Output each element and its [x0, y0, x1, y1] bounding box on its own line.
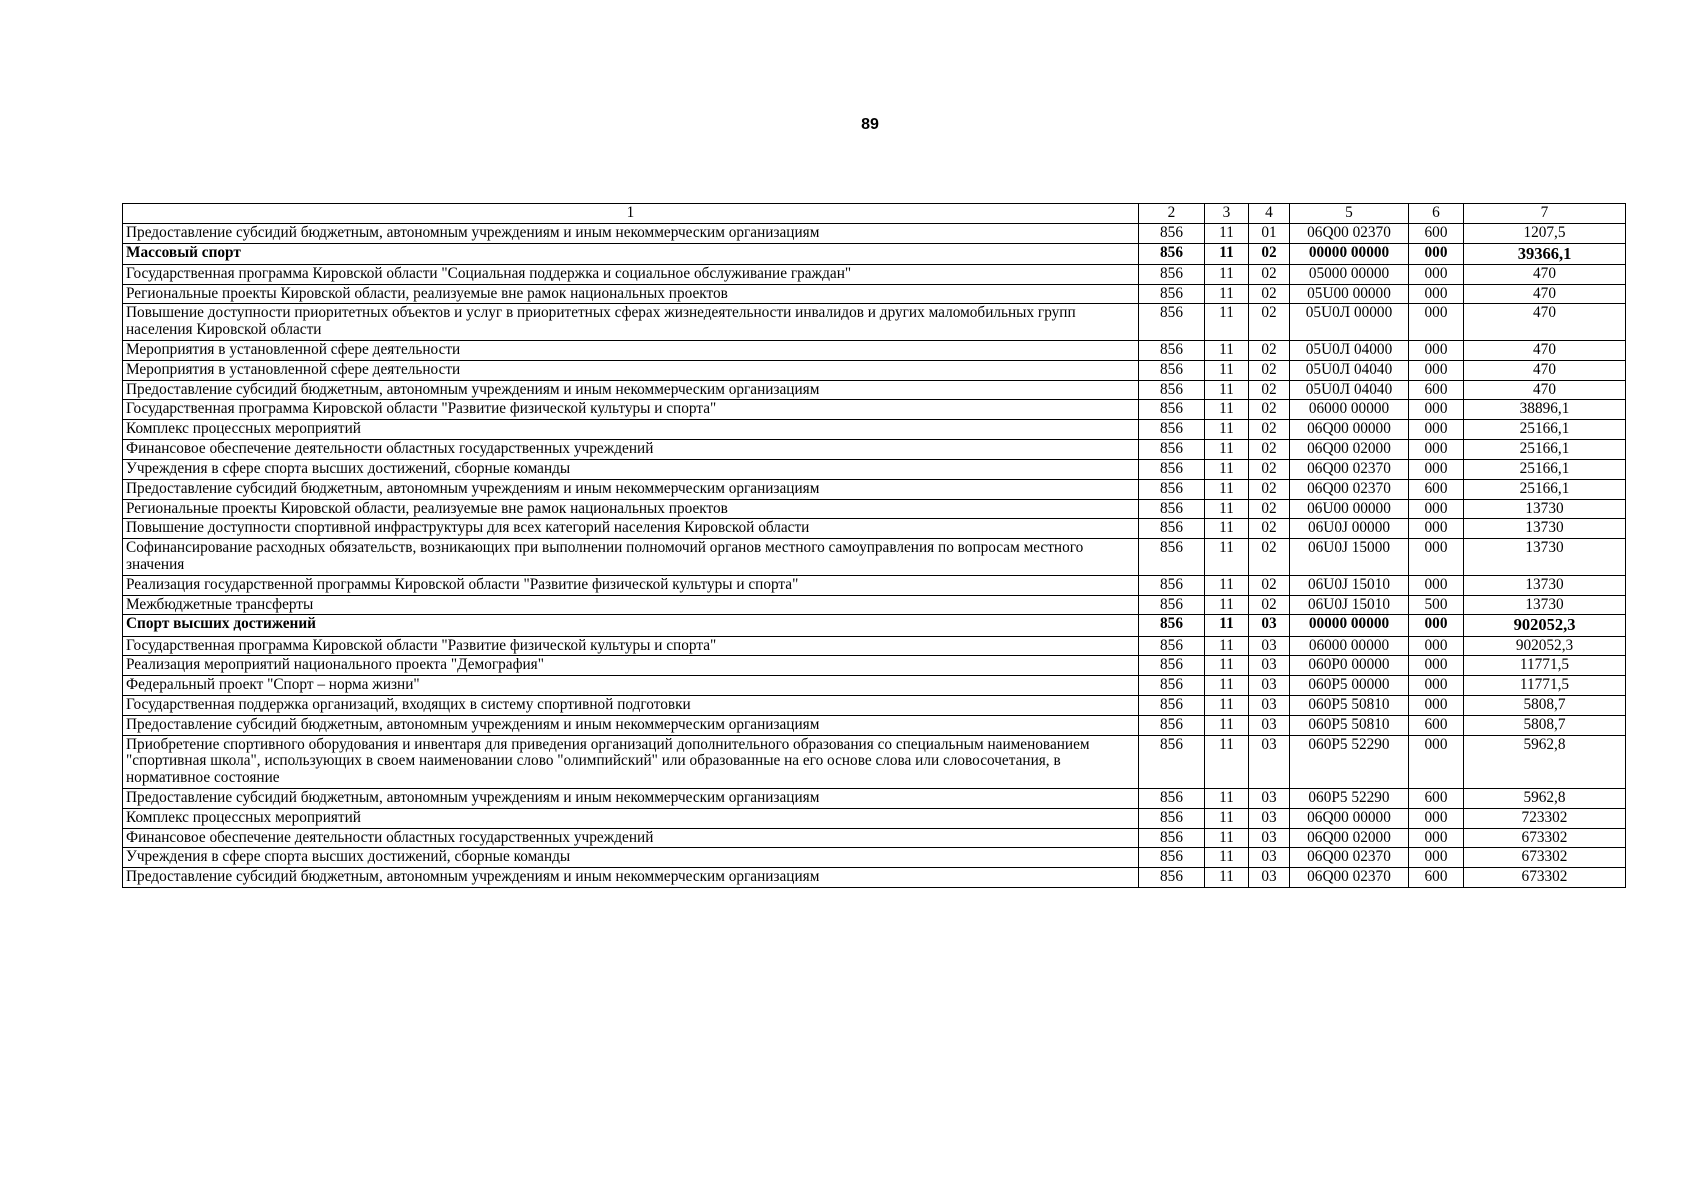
table-row: [123, 868, 1626, 888]
table-row: [123, 695, 1626, 715]
row-expense-type-cell: 000: [1409, 304, 1464, 341]
row-name-cell: Повышение доступности приоритетных объектов и услуг в приоритетных сферах жизнедеятельности инвалидов и других маломобильных групп населения Кировской области: [123, 304, 1139, 341]
row-code-cell: 856: [1139, 264, 1205, 284]
row-subsection-cell: 02: [1249, 243, 1290, 264]
row-amount-cell: 470: [1464, 341, 1626, 361]
row-subsection-cell: 02: [1249, 360, 1290, 380]
column-header-6: 6: [1409, 204, 1464, 224]
row-amount-cell: 38896,1: [1464, 400, 1626, 420]
table-row: [123, 400, 1626, 420]
row-target-article-cell: 06U0J 15010: [1290, 575, 1409, 595]
row-amount-cell: 470: [1464, 264, 1626, 284]
row-expense-type-cell: 600: [1409, 715, 1464, 735]
row-section-cell: 11: [1205, 735, 1249, 788]
row-code-cell: 856: [1139, 420, 1205, 440]
row-amount-cell: 1207,5: [1464, 223, 1626, 243]
row-name-cell: Федеральный проект "Спорт – норма жизни": [123, 676, 1139, 696]
row-amount-cell: 673302: [1464, 868, 1626, 888]
row-code-cell: 856: [1139, 539, 1205, 576]
row-section-cell: 11: [1205, 284, 1249, 304]
table-row: [123, 264, 1626, 284]
row-name-cell: Комплекс процессных мероприятий: [123, 420, 1139, 440]
row-name-cell: Государственная программа Кировской области "Развитие физической культуры и спорта": [123, 636, 1139, 656]
row-amount-cell: 673302: [1464, 828, 1626, 848]
row-code-cell: 856: [1139, 519, 1205, 539]
row-target-article-cell: 05U0Л 00000: [1290, 304, 1409, 341]
row-target-article-cell: 06Q00 02370: [1290, 868, 1409, 888]
row-target-article-cell: 060P5 52290: [1290, 789, 1409, 809]
row-target-article-cell: 060P5 52290: [1290, 735, 1409, 788]
row-target-article-cell: 00000 00000: [1290, 243, 1409, 264]
row-code-cell: 856: [1139, 789, 1205, 809]
row-amount-cell: 673302: [1464, 848, 1626, 868]
row-amount-cell: 470: [1464, 360, 1626, 380]
row-subsection-cell: 02: [1249, 595, 1290, 615]
table-row: [123, 595, 1626, 615]
row-subsection-cell: 02: [1249, 284, 1290, 304]
row-name-cell: Мероприятия в установленной сфере деятельности: [123, 341, 1139, 361]
row-section-cell: 11: [1205, 828, 1249, 848]
row-name-cell: Софинансирование расходных обязательств, возникающих при выполнении полномочий органов местного самоуправления по вопросам местного значения: [123, 539, 1139, 576]
table-row: [123, 243, 1626, 264]
row-amount-cell: 13730: [1464, 595, 1626, 615]
row-name-cell: Учреждения в сфере спорта высших достижений, сборные команды: [123, 848, 1139, 868]
row-expense-type-cell: 000: [1409, 440, 1464, 460]
row-amount-cell: 25166,1: [1464, 440, 1626, 460]
row-section-cell: 11: [1205, 420, 1249, 440]
row-target-article-cell: 06U0J 15010: [1290, 595, 1409, 615]
row-section-cell: 11: [1205, 595, 1249, 615]
table-row: [123, 284, 1626, 304]
row-expense-type-cell: 000: [1409, 676, 1464, 696]
row-amount-cell: 13730: [1464, 539, 1626, 576]
row-amount-cell: 25166,1: [1464, 479, 1626, 499]
row-expense-type-cell: 000: [1409, 360, 1464, 380]
column-header-5: 5: [1290, 204, 1409, 224]
row-name-cell: Предоставление субсидий бюджетным, автономным учреждениям и иным некоммерческим организациям: [123, 223, 1139, 243]
row-expense-type-cell: 000: [1409, 828, 1464, 848]
row-name-cell: Предоставление субсидий бюджетным, автономным учреждениям и иным некоммерческим организациям: [123, 789, 1139, 809]
row-section-cell: 11: [1205, 304, 1249, 341]
row-name-cell: Реализация мероприятий национального проекта "Демография": [123, 656, 1139, 676]
row-expense-type-cell: 000: [1409, 264, 1464, 284]
row-section-cell: 11: [1205, 360, 1249, 380]
row-code-cell: 856: [1139, 676, 1205, 696]
row-section-cell: 11: [1205, 499, 1249, 519]
row-subsection-cell: 03: [1249, 828, 1290, 848]
table-row: [123, 420, 1626, 440]
row-expense-type-cell: 000: [1409, 499, 1464, 519]
row-subsection-cell: 03: [1249, 695, 1290, 715]
row-amount-cell: 13730: [1464, 499, 1626, 519]
row-target-article-cell: 06000 00000: [1290, 400, 1409, 420]
table-row: [123, 636, 1626, 656]
row-section-cell: 11: [1205, 479, 1249, 499]
row-code-cell: 856: [1139, 695, 1205, 715]
row-target-article-cell: 060P5 50810: [1290, 715, 1409, 735]
row-subsection-cell: 03: [1249, 676, 1290, 696]
row-name-cell: Мероприятия в установленной сфере деятельности: [123, 360, 1139, 380]
row-amount-cell: 470: [1464, 284, 1626, 304]
row-expense-type-cell: 000: [1409, 575, 1464, 595]
row-section-cell: 11: [1205, 808, 1249, 828]
row-code-cell: 856: [1139, 595, 1205, 615]
row-code-cell: 856: [1139, 400, 1205, 420]
row-subsection-cell: 02: [1249, 304, 1290, 341]
row-expense-type-cell: 000: [1409, 539, 1464, 576]
table-row: [123, 519, 1626, 539]
page-number: 89: [861, 116, 879, 133]
row-subsection-cell: 03: [1249, 656, 1290, 676]
row-code-cell: 856: [1139, 848, 1205, 868]
row-target-article-cell: 06Q00 00000: [1290, 808, 1409, 828]
table-row: [123, 539, 1626, 576]
row-name-cell: Региональные проекты Кировской области, реализуемые вне рамок национальных проектов: [123, 499, 1139, 519]
row-name-cell: Предоставление субсидий бюджетным, автономным учреждениям и иным некоммерческим организациям: [123, 715, 1139, 735]
table-row: [123, 828, 1626, 848]
row-code-cell: 856: [1139, 828, 1205, 848]
table-row: [123, 440, 1626, 460]
table-row: [123, 479, 1626, 499]
row-subsection-cell: 02: [1249, 499, 1290, 519]
row-name-cell: Государственная программа Кировской области "Социальная поддержка и социальное обслуживание граждан": [123, 264, 1139, 284]
row-code-cell: 856: [1139, 380, 1205, 400]
row-expense-type-cell: 500: [1409, 595, 1464, 615]
row-name-cell: Предоставление субсидий бюджетным, автономным учреждениям и иным некоммерческим организациям: [123, 380, 1139, 400]
row-amount-cell: 5808,7: [1464, 695, 1626, 715]
row-target-article-cell: 05000 00000: [1290, 264, 1409, 284]
table-body: [123, 223, 1626, 887]
row-code-cell: 856: [1139, 636, 1205, 656]
table-row: [123, 676, 1626, 696]
row-name-cell: Предоставление субсидий бюджетным, автономным учреждениям и иным некоммерческим организациям: [123, 479, 1139, 499]
row-code-cell: 856: [1139, 459, 1205, 479]
row-target-article-cell: 06Q00 02000: [1290, 440, 1409, 460]
row-subsection-cell: 03: [1249, 848, 1290, 868]
row-section-cell: 11: [1205, 539, 1249, 576]
row-amount-cell: 25166,1: [1464, 420, 1626, 440]
table-row: [123, 499, 1626, 519]
row-section-cell: 11: [1205, 615, 1249, 636]
budget-table: [122, 203, 1626, 888]
row-amount-cell: 5962,8: [1464, 735, 1626, 788]
row-subsection-cell: 02: [1249, 459, 1290, 479]
row-target-article-cell: 06U0J 15000: [1290, 539, 1409, 576]
row-section-cell: 11: [1205, 243, 1249, 264]
row-target-article-cell: 06U0J 00000: [1290, 519, 1409, 539]
row-section-cell: 11: [1205, 789, 1249, 809]
row-subsection-cell: 03: [1249, 868, 1290, 888]
row-expense-type-cell: 000: [1409, 636, 1464, 656]
row-name-cell: Межбюджетные трансферты: [123, 595, 1139, 615]
table-row: [123, 848, 1626, 868]
row-subsection-cell: 02: [1249, 575, 1290, 595]
row-target-article-cell: 06Q00 02370: [1290, 479, 1409, 499]
row-section-cell: 11: [1205, 380, 1249, 400]
row-target-article-cell: 05U0Л 04000: [1290, 341, 1409, 361]
row-expense-type-cell: 000: [1409, 848, 1464, 868]
row-subsection-cell: 02: [1249, 400, 1290, 420]
table-row: [123, 656, 1626, 676]
row-target-article-cell: 06Q00 02370: [1290, 848, 1409, 868]
row-section-cell: 11: [1205, 676, 1249, 696]
row-code-cell: 856: [1139, 615, 1205, 636]
table-row: [123, 575, 1626, 595]
row-amount-cell: 13730: [1464, 519, 1626, 539]
table-row: [123, 304, 1626, 341]
row-expense-type-cell: 000: [1409, 808, 1464, 828]
row-section-cell: 11: [1205, 636, 1249, 656]
row-expense-type-cell: 600: [1409, 479, 1464, 499]
row-expense-type-cell: 000: [1409, 459, 1464, 479]
row-subsection-cell: 02: [1249, 539, 1290, 576]
row-name-cell: Государственная поддержка организаций, входящих в систему спортивной подготовки: [123, 695, 1139, 715]
row-code-cell: 856: [1139, 284, 1205, 304]
table-row: [123, 789, 1626, 809]
row-amount-cell: 11771,5: [1464, 656, 1626, 676]
table-row: [123, 380, 1626, 400]
column-header-3: 3: [1205, 204, 1249, 224]
column-header-7: 7: [1464, 204, 1626, 224]
row-expense-type-cell: 000: [1409, 735, 1464, 788]
row-code-cell: 856: [1139, 304, 1205, 341]
row-target-article-cell: 05U00 00000: [1290, 284, 1409, 304]
row-code-cell: 856: [1139, 243, 1205, 264]
row-name-cell: Массовый спорт: [123, 243, 1139, 264]
row-target-article-cell: 060P0 00000: [1290, 656, 1409, 676]
row-code-cell: 856: [1139, 575, 1205, 595]
table-row: [123, 360, 1626, 380]
row-subsection-cell: 02: [1249, 440, 1290, 460]
row-expense-type-cell: 000: [1409, 695, 1464, 715]
row-code-cell: 856: [1139, 440, 1205, 460]
row-section-cell: 11: [1205, 519, 1249, 539]
row-amount-cell: 39366,1: [1464, 243, 1626, 264]
row-subsection-cell: 02: [1249, 380, 1290, 400]
row-name-cell: Финансовое обеспечение деятельности областных государственных учреждений: [123, 440, 1139, 460]
row-expense-type-cell: 000: [1409, 400, 1464, 420]
row-expense-type-cell: 000: [1409, 420, 1464, 440]
row-name-cell: Региональные проекты Кировской области, реализуемые вне рамок национальных проектов: [123, 284, 1139, 304]
table-row: [123, 808, 1626, 828]
row-amount-cell: 11771,5: [1464, 676, 1626, 696]
row-amount-cell: 470: [1464, 380, 1626, 400]
row-subsection-cell: 02: [1249, 420, 1290, 440]
row-name-cell: Спорт высших достижений: [123, 615, 1139, 636]
row-code-cell: 856: [1139, 808, 1205, 828]
row-name-cell: Учреждения в сфере спорта высших достижений, сборные команды: [123, 459, 1139, 479]
row-expense-type-cell: 600: [1409, 789, 1464, 809]
row-amount-cell: 13730: [1464, 575, 1626, 595]
row-expense-type-cell: 000: [1409, 341, 1464, 361]
row-amount-cell: 902052,3: [1464, 636, 1626, 656]
table-row: [123, 715, 1626, 735]
column-header-2: 2: [1139, 204, 1205, 224]
row-target-article-cell: 05U0Л 04040: [1290, 360, 1409, 380]
row-code-cell: 856: [1139, 735, 1205, 788]
row-code-cell: 856: [1139, 341, 1205, 361]
row-section-cell: 11: [1205, 264, 1249, 284]
row-subsection-cell: 02: [1249, 519, 1290, 539]
row-amount-cell: 5962,8: [1464, 789, 1626, 809]
row-target-article-cell: 06Q00 02370: [1290, 459, 1409, 479]
row-amount-cell: 25166,1: [1464, 459, 1626, 479]
row-name-cell: Комплекс процессных мероприятий: [123, 808, 1139, 828]
row-code-cell: 856: [1139, 868, 1205, 888]
row-code-cell: 856: [1139, 360, 1205, 380]
row-expense-type-cell: 000: [1409, 656, 1464, 676]
table-row: [123, 223, 1626, 243]
row-target-article-cell: 060P5 50810: [1290, 695, 1409, 715]
row-section-cell: 11: [1205, 400, 1249, 420]
row-code-cell: 856: [1139, 499, 1205, 519]
row-section-cell: 11: [1205, 223, 1249, 243]
row-subsection-cell: 02: [1249, 264, 1290, 284]
table-header-row: [123, 204, 1626, 224]
row-subsection-cell: 03: [1249, 715, 1290, 735]
column-header-4: 4: [1249, 204, 1290, 224]
row-subsection-cell: 03: [1249, 789, 1290, 809]
row-code-cell: 856: [1139, 479, 1205, 499]
row-target-article-cell: 06Q00 00000: [1290, 420, 1409, 440]
table-row: [123, 735, 1626, 788]
row-target-article-cell: 05U0Л 04040: [1290, 380, 1409, 400]
row-section-cell: 11: [1205, 848, 1249, 868]
row-name-cell: Приобретение спортивного оборудования и инвентаря для приведения организаций дополнительного образования со специальным наименованием "спортивная школа", использующих в своем наименовании слово "олимпийский" или образованные на его основе слова или словосочетания, в нормативное состояние: [123, 735, 1139, 788]
row-subsection-cell: 02: [1249, 341, 1290, 361]
row-section-cell: 11: [1205, 575, 1249, 595]
row-amount-cell: 723302: [1464, 808, 1626, 828]
row-subsection-cell: 03: [1249, 808, 1290, 828]
row-code-cell: 856: [1139, 223, 1205, 243]
row-section-cell: 11: [1205, 656, 1249, 676]
row-amount-cell: 470: [1464, 304, 1626, 341]
row-name-cell: Государственная программа Кировской области "Развитие физической культуры и спорта": [123, 400, 1139, 420]
row-amount-cell: 902052,3: [1464, 615, 1626, 636]
row-expense-type-cell: 600: [1409, 223, 1464, 243]
row-target-article-cell: 060P5 00000: [1290, 676, 1409, 696]
row-subsection-cell: 03: [1249, 636, 1290, 656]
table-row: [123, 615, 1626, 636]
row-section-cell: 11: [1205, 459, 1249, 479]
row-target-article-cell: 06Q00 02370: [1290, 223, 1409, 243]
row-section-cell: 11: [1205, 715, 1249, 735]
row-section-cell: 11: [1205, 440, 1249, 460]
row-code-cell: 856: [1139, 656, 1205, 676]
row-expense-type-cell: 000: [1409, 519, 1464, 539]
row-section-cell: 11: [1205, 868, 1249, 888]
row-subsection-cell: 02: [1249, 479, 1290, 499]
row-subsection-cell: 03: [1249, 615, 1290, 636]
row-expense-type-cell: 600: [1409, 868, 1464, 888]
row-name-cell: Финансовое обеспечение деятельности областных государственных учреждений: [123, 828, 1139, 848]
row-name-cell: Реализация государственной программы Кировской области "Развитие физической культуры и спорта": [123, 575, 1139, 595]
column-header-1: 1: [123, 204, 1139, 224]
row-expense-type-cell: 600: [1409, 380, 1464, 400]
row-expense-type-cell: 000: [1409, 615, 1464, 636]
table-row: [123, 341, 1626, 361]
row-section-cell: 11: [1205, 695, 1249, 715]
row-expense-type-cell: 000: [1409, 284, 1464, 304]
row-name-cell: Предоставление субсидий бюджетным, автономным учреждениям и иным некоммерческим организациям: [123, 868, 1139, 888]
row-section-cell: 11: [1205, 341, 1249, 361]
row-target-article-cell: 00000 00000: [1290, 615, 1409, 636]
row-target-article-cell: 06Q00 02000: [1290, 828, 1409, 848]
row-subsection-cell: 03: [1249, 735, 1290, 788]
row-amount-cell: 5808,7: [1464, 715, 1626, 735]
row-code-cell: 856: [1139, 715, 1205, 735]
table-row: [123, 459, 1626, 479]
row-target-article-cell: 06U00 00000: [1290, 499, 1409, 519]
row-name-cell: Повышение доступности спортивной инфраструктуры для всех категорий населения Кировской области: [123, 519, 1139, 539]
row-expense-type-cell: 000: [1409, 243, 1464, 264]
row-target-article-cell: 06000 00000: [1290, 636, 1409, 656]
row-subsection-cell: 01: [1249, 223, 1290, 243]
